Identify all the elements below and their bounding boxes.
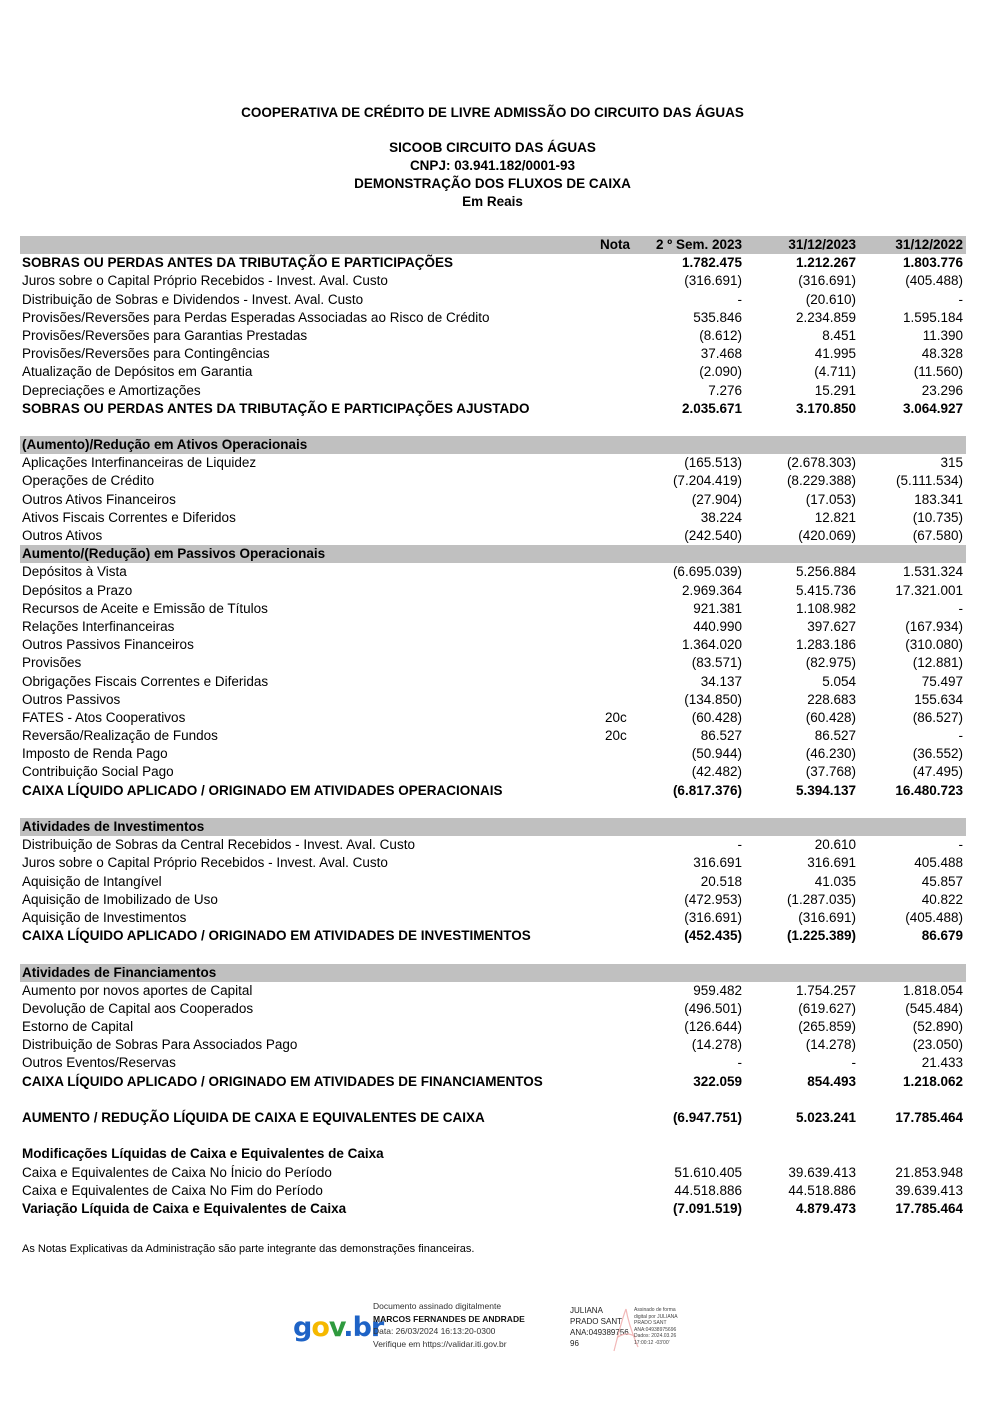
table-row xyxy=(20,1054,966,1072)
value-31-12-2022: (12.881) xyxy=(912,655,963,671)
row-label: Provisões xyxy=(22,655,82,671)
row-label: Devolução de Capital aos Cooperados xyxy=(22,1000,254,1016)
table-row xyxy=(20,891,966,909)
value-2sem-2023: (83.571) xyxy=(691,655,742,671)
table-row xyxy=(20,291,966,309)
row-label: CAIXA LÍQUIDO APLICADO / ORIGINADO EM ATIVIDADES DE FINANCIAMENTOS xyxy=(22,1073,543,1089)
value-31-12-2022: 1.595.184 xyxy=(902,309,963,325)
row-label: Recursos de Aceite e Emissão de Títulos xyxy=(22,600,268,616)
spacer-row xyxy=(20,800,966,818)
value-2sem-2023: (316.691) xyxy=(684,273,742,289)
value-31-12-2022: 1.531.324 xyxy=(902,564,963,580)
value-2sem-2023: - xyxy=(737,291,742,307)
value-31-12-2023: 41.995 xyxy=(814,346,856,362)
value-31-12-2023: (82.975) xyxy=(805,655,856,671)
value-31-12-2023: 1.754.257 xyxy=(795,982,856,998)
table-row xyxy=(20,345,966,363)
row-label: (Aumento)/Redução em Ativos Operacionais xyxy=(22,437,308,453)
footnote: As Notas Explicativas da Administração são parte integrante das demonstrações financeiras. xyxy=(22,1243,475,1255)
value-2sem-2023: 51.610.405 xyxy=(674,1164,742,1180)
value-2sem-2023: 2.035.671 xyxy=(681,400,742,416)
row-label: Obrigações Fiscais Correntes e Diferidas xyxy=(22,673,269,689)
table-row xyxy=(20,491,966,509)
value-31-12-2023: 39.639.413 xyxy=(788,1164,856,1180)
value-2sem-2023: (42.482) xyxy=(691,764,742,780)
cnpj: CNPJ: 03.941.182/0001-93 xyxy=(409,158,576,173)
value-31-12-2022: 405.488 xyxy=(914,855,963,871)
value-31-12-2023: (8.229.388) xyxy=(786,473,856,489)
row-label: Outros Passivos xyxy=(22,691,121,707)
signed-label: Documento assinado digitalmente xyxy=(373,1301,502,1311)
entity-name: COOPERATIVA DE CRÉDITO DE LIVRE ADMISSÃO DO CIRCUITO DAS ÁGUAS xyxy=(241,105,744,120)
value-31-12-2023: 15.291 xyxy=(814,382,856,398)
value-2sem-2023: (60.428) xyxy=(691,709,742,725)
value-31-12-2023: 1.108.982 xyxy=(795,600,856,616)
table-row xyxy=(20,763,966,781)
value-2sem-2023: 921.381 xyxy=(693,600,742,616)
value-31-12-2022: 315 xyxy=(940,455,963,471)
total-row xyxy=(20,927,966,945)
section-header-row xyxy=(20,818,966,836)
row-label: Ativos Fiscais Correntes e Diferidos xyxy=(22,509,236,525)
value-31-12-2023: (20.610) xyxy=(805,291,856,307)
value-31-12-2022: (310.080) xyxy=(905,637,963,653)
row-label: Aquisição de Intangível xyxy=(22,873,162,889)
govbr-signature-stamp xyxy=(293,1300,543,1360)
row-label: Caixa e Equivalentes de Caixa No Ínicio do Período xyxy=(22,1164,332,1180)
row-label: Atualização de Depósitos em Garantia xyxy=(22,364,253,380)
row-label: Provisões/Reversões para Garantias Prestadas xyxy=(22,327,308,343)
signature-detail-line: digital por JULIANA xyxy=(634,1313,678,1320)
value-31-12-2022: (11.560) xyxy=(913,364,963,380)
signature-date: Data: 26/03/2024 16:13:20-0300 xyxy=(373,1326,496,1336)
row-label: Distribuição de Sobras da Central Recebidos - Invest. Aval. Custo xyxy=(22,837,415,853)
table-row xyxy=(20,454,966,472)
value-2sem-2023: (2.090) xyxy=(699,364,742,380)
value-2sem-2023: 38.224 xyxy=(700,509,742,525)
table-row xyxy=(20,1000,966,1018)
value-2sem-2023: 86.527 xyxy=(700,728,742,744)
value-2sem-2023: (6.947.751) xyxy=(672,1110,742,1125)
cash-flow-table xyxy=(20,236,966,1218)
table-row xyxy=(20,745,966,763)
table-row xyxy=(20,382,966,400)
row-label: Aumento/(Redução) em Passivos Operacionais xyxy=(22,546,326,562)
total-row xyxy=(20,1073,966,1091)
row-label: Aquisição de Investimentos xyxy=(22,909,187,925)
value-2sem-2023: (7.204.419) xyxy=(672,473,742,489)
value-31-12-2023: 3.170.850 xyxy=(795,400,856,416)
row-label: Aquisição de Imobilizado de Uso xyxy=(22,891,218,907)
value-31-12-2022: (405.488) xyxy=(905,909,963,925)
value-2sem-2023: 316.691 xyxy=(693,855,742,871)
value-31-12-2023: 5.394.137 xyxy=(795,782,856,798)
value-2sem-2023: (452.435) xyxy=(684,928,742,944)
value-31-12-2023: 854.493 xyxy=(807,1073,856,1089)
currency-note: Em Reais xyxy=(462,194,523,209)
value-31-12-2023: (316.691) xyxy=(798,909,856,925)
row-note-ref: 20c xyxy=(605,709,627,725)
table-row xyxy=(20,509,966,527)
row-label: Distribuição de Sobras e Dividendos - Invest. Aval. Custo xyxy=(22,291,364,307)
signature-detail-line: PRADO SANT xyxy=(634,1320,667,1326)
digital-signature-stamp xyxy=(570,1305,710,1360)
value-31-12-2023: 2.234.859 xyxy=(795,309,856,325)
row-label: Outros Passivos Financeiros xyxy=(22,637,194,653)
total-row xyxy=(20,1145,966,1163)
value-31-12-2023: (4.711) xyxy=(814,364,856,380)
row-label: Outros Ativos xyxy=(22,528,103,543)
section-header-row xyxy=(20,964,966,982)
value-31-12-2023: (2.678.303) xyxy=(786,455,856,471)
value-2sem-2023: 535.846 xyxy=(693,309,742,325)
row-label: Outros Ativos Financeiros xyxy=(22,491,176,507)
table-row xyxy=(20,327,966,345)
value-2sem-2023: 1.782.475 xyxy=(681,255,742,271)
table-row xyxy=(20,600,966,618)
value-31-12-2022: (47.495) xyxy=(912,764,963,780)
row-label: Aumento por novos aportes de Capital xyxy=(22,982,253,998)
spacer-row xyxy=(20,418,966,436)
value-31-12-2022: 40.822 xyxy=(921,891,963,907)
column-header-nota: Nota xyxy=(600,237,630,252)
value-2sem-2023: (165.513) xyxy=(684,455,742,471)
value-31-12-2022: 183.341 xyxy=(914,491,963,507)
table-row xyxy=(20,1018,966,1036)
row-label: Atividades de Financiamentos xyxy=(22,964,217,980)
value-31-12-2023: (60.428) xyxy=(805,709,856,725)
value-2sem-2023: 322.059 xyxy=(693,1073,742,1089)
row-label: Estorno de Capital xyxy=(22,1019,134,1035)
value-31-12-2022: (405.488) xyxy=(905,273,963,289)
table-body xyxy=(20,254,966,1218)
value-31-12-2022: (86.527) xyxy=(912,709,963,725)
value-31-12-2022: - xyxy=(958,600,963,616)
row-label: Provisões/Reversões para Perdas Esperadas Associadas ao Risco de Crédito xyxy=(22,309,490,325)
value-31-12-2022: (23.050) xyxy=(912,1037,963,1053)
value-31-12-2023: 41.035 xyxy=(814,873,856,889)
value-31-12-2023: 397.627 xyxy=(807,618,856,634)
row-label: Aplicações Interfinanceiras de Liquidez xyxy=(22,455,257,471)
signer-name: MARCOS FERNANDES DE ANDRADE xyxy=(373,1313,525,1324)
column-header-2sem-2023: 2 º Sem. 2023 xyxy=(656,237,742,252)
value-2sem-2023: 37.468 xyxy=(700,346,742,362)
table-row xyxy=(20,1036,966,1054)
value-31-12-2022: (545.484) xyxy=(905,1000,963,1016)
value-2sem-2023: (50.944) xyxy=(691,746,742,762)
value-2sem-2023: - xyxy=(737,1055,742,1071)
row-label: Juros sobre o Capital Próprio Recebidos - Invest. Aval. Custo xyxy=(22,273,388,289)
row-label: Outros Eventos/Reservas xyxy=(22,1055,176,1071)
value-31-12-2023: 12.821 xyxy=(814,509,856,525)
row-label: Provisões/Reversões para Contingências xyxy=(22,346,270,362)
signer-name-line: 96 xyxy=(570,1339,579,1348)
value-2sem-2023: (7.091.519) xyxy=(672,1200,742,1216)
table-row xyxy=(20,1182,966,1200)
value-2sem-2023: 20.518 xyxy=(700,873,742,889)
value-2sem-2023: 440.990 xyxy=(693,618,742,634)
table-row xyxy=(20,709,966,727)
value-31-12-2023: 1.212.267 xyxy=(795,255,856,271)
row-label: Reversão/Realização de Fundos xyxy=(22,728,218,744)
value-31-12-2023: (14.278) xyxy=(805,1037,856,1053)
verify-link[interactable]: Verifique em https://validar.iti.gov.br xyxy=(373,1338,507,1349)
value-31-12-2023: (265.859) xyxy=(798,1019,856,1035)
total-row xyxy=(20,1200,966,1218)
value-31-12-2022: 21.433 xyxy=(921,1055,963,1071)
value-2sem-2023: (27.904) xyxy=(691,491,742,507)
value-31-12-2023: 5.415.736 xyxy=(795,582,856,598)
value-31-12-2022: 48.328 xyxy=(921,346,963,362)
row-label: Depósitos a Prazo xyxy=(22,582,133,598)
value-2sem-2023: 44.518.886 xyxy=(674,1182,742,1198)
value-31-12-2023: 44.518.886 xyxy=(788,1182,856,1198)
value-31-12-2023: 5.023.241 xyxy=(795,1110,856,1125)
value-31-12-2022: - xyxy=(958,291,963,307)
spacer-row xyxy=(20,945,966,963)
value-31-12-2023: (37.768) xyxy=(805,764,856,780)
value-31-12-2022: 16.480.723 xyxy=(895,782,963,798)
value-31-12-2023: 86.527 xyxy=(814,728,856,744)
value-31-12-2022: 1.818.054 xyxy=(902,982,963,998)
value-31-12-2022: 3.064.927 xyxy=(902,400,963,416)
value-31-12-2023: (316.691) xyxy=(798,273,856,289)
row-label: Imposto de Renda Pago xyxy=(22,746,168,762)
table-row xyxy=(20,909,966,927)
value-31-12-2022: 11.390 xyxy=(922,327,963,343)
table-row xyxy=(20,727,966,745)
value-31-12-2022: 21.853.948 xyxy=(895,1164,963,1180)
value-2sem-2023: (134.850) xyxy=(684,691,742,707)
value-2sem-2023: 959.482 xyxy=(693,982,742,998)
row-note-ref: 20c xyxy=(605,728,627,744)
table-row xyxy=(20,982,966,1000)
row-label: Operações de Crédito xyxy=(22,473,155,489)
value-2sem-2023: (6.695.039) xyxy=(672,564,742,580)
value-2sem-2023: (14.278) xyxy=(691,1037,742,1053)
table-row xyxy=(20,1164,966,1182)
table-row xyxy=(20,272,966,290)
total-row xyxy=(20,400,966,418)
value-31-12-2022: 1.218.062 xyxy=(902,1073,963,1089)
value-31-12-2023: (619.627) xyxy=(798,1000,856,1016)
total-row xyxy=(20,254,966,272)
table-row xyxy=(20,309,966,327)
column-header-31-12-2022: 31/12/2022 xyxy=(895,237,963,252)
section-header-row xyxy=(20,545,966,563)
value-2sem-2023: (8.612) xyxy=(699,327,742,343)
value-31-12-2022: 17.785.464 xyxy=(895,1110,963,1125)
signer-name-line: JULIANA xyxy=(570,1306,603,1315)
table-row xyxy=(20,873,966,891)
value-31-12-2023: 316.691 xyxy=(807,855,856,871)
value-31-12-2023: (1.225.389) xyxy=(786,928,856,944)
value-31-12-2022: 86.679 xyxy=(921,928,963,944)
row-label: Depreciações e Amortizações xyxy=(22,382,201,398)
value-31-12-2022: 17.321.001 xyxy=(895,582,963,598)
row-label: Caixa e Equivalentes de Caixa No Fim do Período xyxy=(22,1182,323,1198)
spacer-row xyxy=(20,1127,966,1145)
value-2sem-2023: (242.540) xyxy=(684,528,742,543)
table-row xyxy=(20,836,966,854)
table-row xyxy=(20,563,966,581)
value-31-12-2023: 1.283.186 xyxy=(795,637,856,653)
row-label: Atividades de Investimentos xyxy=(22,819,205,834)
value-2sem-2023: 7.276 xyxy=(708,382,742,398)
value-31-12-2023: 5.256.884 xyxy=(795,564,856,580)
table-row xyxy=(20,854,966,872)
govbr-signature-text xyxy=(373,1300,525,1350)
signature-detail-line: ANA:04938975696 xyxy=(634,1326,677,1333)
row-label: Depósitos à Vista xyxy=(22,564,127,580)
value-31-12-2022: (67.580) xyxy=(912,528,963,543)
value-31-12-2022: 1.803.776 xyxy=(902,255,963,271)
row-label: FATES - Atos Cooperativos xyxy=(22,709,186,725)
value-2sem-2023: (126.644) xyxy=(684,1019,742,1035)
value-31-12-2022: - xyxy=(958,728,963,744)
value-31-12-2022: 45.857 xyxy=(921,873,963,889)
value-2sem-2023: (496.501) xyxy=(684,1000,742,1016)
table-row xyxy=(20,527,966,545)
signer-name-line: PRADO SANT xyxy=(570,1317,623,1326)
column-header-31-12-2023: 31/12/2023 xyxy=(788,237,856,252)
value-31-12-2023: 228.683 xyxy=(807,691,856,707)
row-label: Modificações Líquidas de Caixa e Equivalentes de Caixa xyxy=(22,1146,384,1162)
value-2sem-2023: (6.817.376) xyxy=(672,782,742,798)
value-31-12-2023: 20.610 xyxy=(814,837,856,853)
brand-name: SICOOB CIRCUITO DAS ÁGUAS xyxy=(389,140,596,155)
value-31-12-2023: (46.230) xyxy=(805,746,856,762)
table-row xyxy=(20,363,966,381)
row-label: Juros sobre o Capital Próprio Recebidos - Invest. Aval. Custo xyxy=(22,855,388,871)
row-label: CAIXA LÍQUIDO APLICADO / ORIGINADO EM ATIVIDADES DE INVESTIMENTOS xyxy=(22,928,531,944)
value-31-12-2023: 8.451 xyxy=(822,327,856,343)
govbr-logo: gov.br xyxy=(293,1312,384,1343)
section-header-row xyxy=(20,436,966,454)
total-row xyxy=(20,1109,966,1127)
signature-detail-line: Dados: 2024.03.26 xyxy=(634,1333,677,1339)
table-row xyxy=(20,582,966,600)
value-31-12-2022: 17.785.464 xyxy=(895,1200,963,1216)
value-31-12-2022: (10.735) xyxy=(912,509,963,525)
row-label: AUMENTO / REDUÇÃO LÍQUIDA DE CAIXA E EQUIVALENTES DE CAIXA xyxy=(22,1110,485,1125)
table-row xyxy=(20,618,966,636)
value-2sem-2023: (472.953) xyxy=(684,891,742,907)
value-31-12-2022: (36.552) xyxy=(912,746,963,762)
value-31-12-2022: - xyxy=(958,837,963,853)
signer-name-line: ANA:049389756 xyxy=(570,1328,629,1337)
table-row xyxy=(20,691,966,709)
value-31-12-2022: (5.111.534) xyxy=(895,473,963,489)
value-31-12-2023: 4.879.473 xyxy=(795,1200,856,1216)
value-31-12-2023: (17.053) xyxy=(805,491,856,507)
value-31-12-2022: 39.639.413 xyxy=(895,1182,963,1198)
row-label: SOBRAS OU PERDAS ANTES DA TRIBUTAÇÃO E PARTICIPAÇÕES xyxy=(22,255,454,271)
signature-detail-line: 17:00:12 -03'00' xyxy=(634,1339,670,1346)
row-label: CAIXA LÍQUIDO APLICADO / ORIGINADO EM ATIVIDADES OPERACIONAIS xyxy=(22,782,503,798)
table-header-row xyxy=(20,236,966,254)
row-label: Relações Interfinanceiras xyxy=(22,618,175,634)
table-row xyxy=(20,673,966,691)
spacer-row xyxy=(20,1091,966,1109)
value-31-12-2022: 23.296 xyxy=(921,382,963,398)
value-2sem-2023: 34.137 xyxy=(700,673,742,689)
row-label: SOBRAS OU PERDAS ANTES DA TRIBUTAÇÃO E PARTICIPAÇÕES AJUSTADO xyxy=(22,400,530,416)
value-2sem-2023: 1.364.020 xyxy=(681,637,742,653)
value-31-12-2022: 75.497 xyxy=(921,673,963,689)
value-31-12-2022: (167.934) xyxy=(905,618,963,634)
row-label: Distribuição de Sobras Para Associados Pago xyxy=(22,1037,298,1053)
signature-details xyxy=(634,1307,678,1346)
value-2sem-2023: - xyxy=(737,837,742,853)
statement-title: DEMONSTRAÇÃO DOS FLUXOS DE CAIXA xyxy=(354,176,631,191)
table-row xyxy=(20,472,966,490)
row-label: Variação Líquida de Caixa e Equivalentes de Caixa xyxy=(22,1200,347,1216)
value-2sem-2023: 2.969.364 xyxy=(681,582,742,598)
value-31-12-2023: 5.054 xyxy=(822,673,856,689)
value-31-12-2023: (1.287.035) xyxy=(786,891,856,907)
table-row xyxy=(20,636,966,654)
row-label: Contribuição Social Pago xyxy=(22,764,174,780)
value-31-12-2022: 155.634 xyxy=(914,691,963,707)
table-row xyxy=(20,654,966,672)
value-31-12-2023: (420.069) xyxy=(798,528,856,543)
value-31-12-2022: (52.890) xyxy=(912,1019,963,1035)
total-row xyxy=(20,782,966,800)
value-2sem-2023: (316.691) xyxy=(684,909,742,925)
signature-detail-line: Assinado de forma xyxy=(634,1307,676,1313)
value-31-12-2023: - xyxy=(851,1055,856,1071)
